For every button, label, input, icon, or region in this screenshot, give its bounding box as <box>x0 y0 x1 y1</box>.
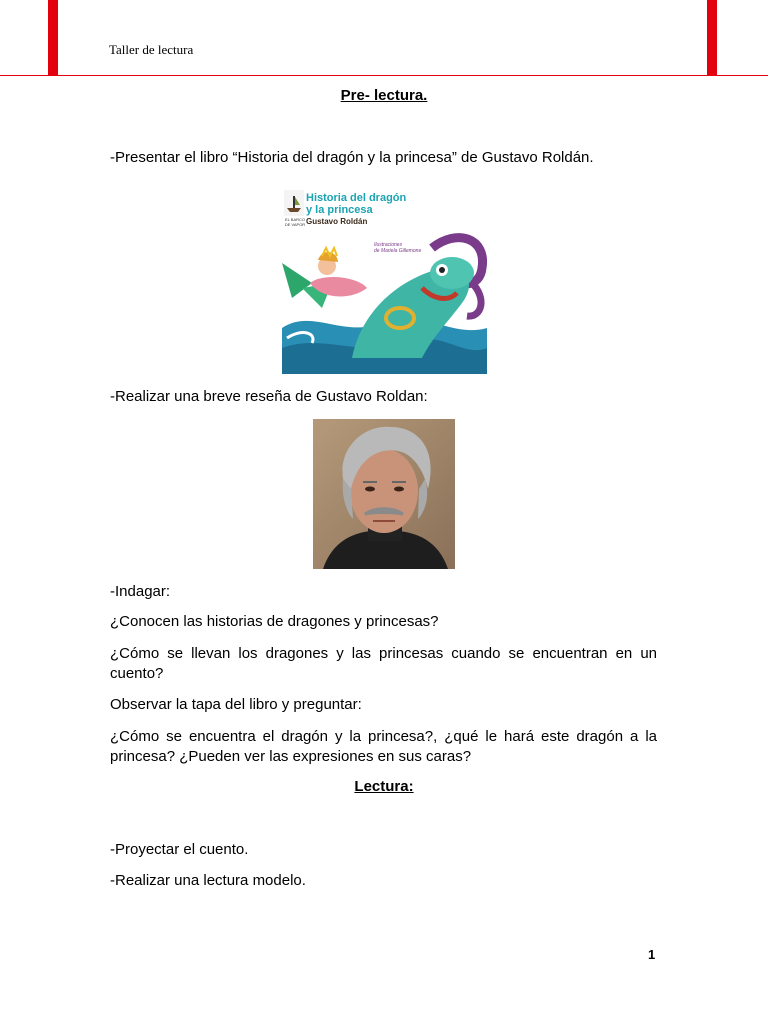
lectura-heading: Lectura: <box>354 778 414 795</box>
publisher-name: EL BARCO DE VAPOR <box>284 217 306 227</box>
lectura-modelo-text: -Realizar una lectura modelo. <box>110 872 306 889</box>
present-book-text: -Presentar el libro “Historia del dragón y la princesa” de Gustavo Roldán. <box>110 149 594 166</box>
header-title: Taller de lectura <box>109 42 194 57</box>
resena-text: -Realizar una breve reseña de Gustavo Roldan: <box>110 388 428 405</box>
proyectar-text: -Proyectar el cuento. <box>110 841 249 858</box>
author-photo <box>313 419 455 569</box>
boat-icon <box>284 190 304 216</box>
left-red-bar <box>48 0 58 75</box>
right-red-bar <box>707 0 717 75</box>
author-portrait <box>313 419 455 569</box>
indagar-text: -Indagar: <box>110 583 171 600</box>
cover-illustrator: Ilustraciones de Mariela Gillemone <box>374 242 422 254</box>
book-cover-image <box>282 188 487 374</box>
question-3: ¿Cómo se encuentra el dragón y la princesa?, ¿qué le hará este dragón a la princesa? ¿Pueden ver las expresiones en sus caras? <box>110 728 657 765</box>
pre-lectura-heading: Pre- lectura. <box>340 87 428 104</box>
question-1: ¿Conocen las historias de dragones y princesas? <box>110 613 439 630</box>
question-2: ¿Cómo se llevan los dragones y las princesas cuando se encuentran en un cuento? <box>110 645 657 682</box>
cover-author: Gustavo Roldán <box>306 217 368 226</box>
observe-text: Observar la tapa del libro y preguntar: <box>110 696 362 713</box>
header-rule <box>0 75 768 76</box>
page-number: 1 <box>648 947 656 962</box>
cover-title: Historia del dragón y la princesa <box>306 192 407 216</box>
